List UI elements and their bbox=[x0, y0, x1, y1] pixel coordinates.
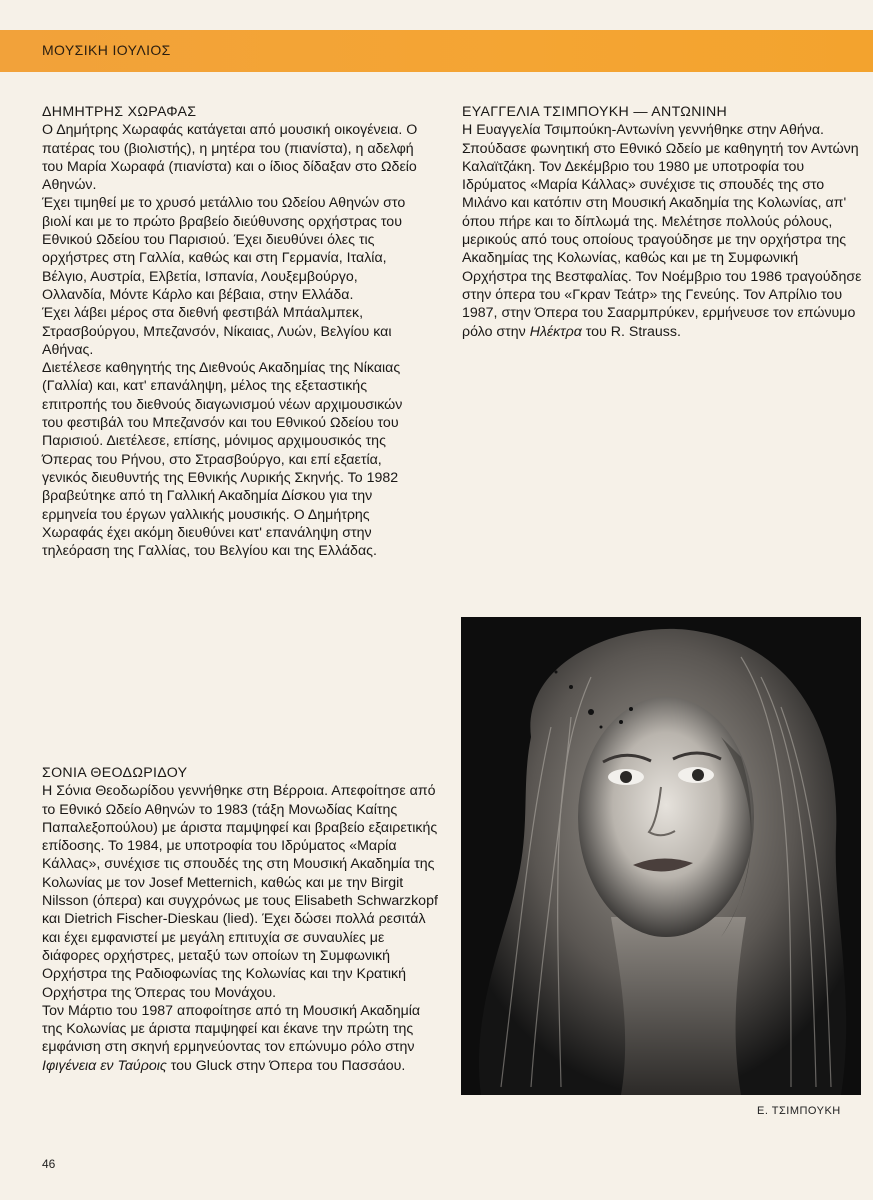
opera-title: Ηλέκτρα bbox=[529, 323, 582, 340]
opera-title: Ιφιγένεια εν Ταύροις bbox=[42, 1057, 167, 1074]
biography-evangelia-tsimpouki bbox=[462, 103, 862, 341]
biography-paragraph: Διετέλεσε καθηγητής της Διεθνούς Ακαδημίας της Νίκαιας (Γαλλία) και, κατ' επανάληψη, μέλος της εξεταστικής επιτροπής του διεθνούς διαγωνισμού νέων αρχιμουσικών του φεστιβάλ του Μπεζανσόν και του Εθνικού Ωδείου του Παρισιού. Διετέλεσε, επίσης, μόνιμος αρχιμουσικός της Όπερας του Ρήνου, στο Στρασβούργο, και επί εξαετία, γενικός διευθυντής της Εθνικής Λυρικής Σκηνής. Το 1982 βραβεύτηκε από τη Γαλλική Ακαδημία Δίσκου για την ερμηνεία του έργων γαλλικής μουσικής. Ο Δημήτρης Χωραφάς έχει ακόμη διευθύνει κατ' επανάληψη στην τηλεόραση της Γαλλίας, του Βελγίου και της Ελλάδας. bbox=[42, 360, 403, 560]
biography-name: ΕΥΑΓΓΕΛΙΑ ΤΣΙΜΠΟΥΚΗ — ΑΝΤΩΝΙΝΗ bbox=[462, 104, 728, 120]
biography-text: Η Ευαγγελία Τσιμπούκη-Αντωνίνη γεννήθηκε στην Αθήνα. Σπούδασε φωνητική στο Εθνικό Ωδείο με καθηγητή τον Αντώνη Καλαϊτζάκη. Τον Δεκέμβριο του 1980 με υποτροφία του Ιδρύματος «Μαρία Κάλλας» συνέχισε τις σπουδές της στο Μιλάνο και κατόπιν στη Μουσική Ακαδημία της Κολωνίας, απ' όπου πήρε και το δίπλωμά της. Μελέτησε πολλούς ρόλους, μερικούς από τους οποίους τραγούδησε με την ορχήστρα της Ακαδημίας της Κολωνίας, καθώς και με τη Συμφωνική Ορχήστρα της Βεστφαλίας. Τον Νοέμβριο του 1986 τραγούδησε στην όπερα του «Γκραν Τεάτρ» της Γενεύης. Τον Απρίλιο του 1987, στην Όπερα του Σααρμπρύκεν, ερμήνευσε τον επώνυμο ρόλο στην bbox=[462, 122, 862, 340]
section-title: ΜΟΥΣΙΚΗ ΙΟΥΛΙΟΣ bbox=[42, 42, 171, 58]
biography-paragraph: Η Σόνια Θεοδωρίδου γεννήθηκε στη Βέρροια. Απεφοίτησε από το Εθνικό Ωδείο Αθηνών το 1983 (τάξη Μονωδίας Καίτης Παπαλεξοπούλου) με άριστα παμψηφεί και βραβείο εξαιρετικής επίδοσης. Το 1984, με υποτροφία του Ιδρύματος «Μαρία Κάλλας», συνέχισε τις σπουδές της στη Μουσική Ακαδημία της Κολωνίας με τον Josef Metternich, καθώς και με την Birgit Nilsson (όπερα) και συγχρόνως με τους Elisabeth Schwarzkopf και Dietrich Fischer-Dieskau (lied). Έχει δώσει πολλά ρεσιτάλ και έχει εμφανιστεί με μεγάλη επιτυχία σε συναυλίες με διάφορες ορχήστρες, μεταξύ των οποίων τη Συμφωνική Ορχήστρα της Ραδιοφωνίας της Κολωνίας και την Κρατική Ορχήστρα της Όπερας του Μονάχου. bbox=[42, 783, 438, 1001]
biography-name: ΔΗΜΗΤΡΗΣ ΧΩΡΑΦΑΣ bbox=[42, 104, 197, 120]
biography-text: Τον Μάρτιο του 1987 αποφοίτησε από τη Μουσική Ακαδημία της Κολωνίας με άριστα παμψηφεί και έκανε την πρώτη της εμφάνιση στη σκηνή ερμηνεύοντας τον επώνυμο ρόλο στην bbox=[42, 1002, 421, 1056]
biography-paragraph: Έχει τιμηθεί με το χρυσό μετάλλιο του Ωδείου Αθηνών στο βιολί και με το πρώτο βραβείο διεύθυνσης ορχήστρας του Εθνικού Ωδείου του Παρισιού. Έχει διευθύνει όλες τις ορχήστρες στη Γαλλία, καθώς και στη Γερμανία, Ιταλία, Βέλγιο, Αυστρία, Ελβετία, Ισπανία, Λουξεμβούργο, Ολλανδία, Μόντε Κάρλο και βέβαια, στην Ελλάδα. bbox=[42, 195, 406, 303]
portrait-image bbox=[461, 617, 861, 1095]
biography-text: του Gluck στην Όπερα του Πασσάου. bbox=[166, 1057, 406, 1074]
biography-sonia-theodoridou bbox=[42, 764, 442, 1075]
biography-text: του R. Strauss. bbox=[581, 323, 681, 340]
biography-paragraph: Ο Δημήτρης Χωραφάς κατάγεται από μουσική οικογένεια. Ο πατέρας του (βιολιστής), η μητέρα του (πιανίστα), η αδελφή του Μαρία Χωραφά (πιανίστα) και ο ίδιος δίδαξαν στο Ωδείο Αθηνών. bbox=[42, 122, 418, 194]
photo-caption: Ε. ΤΣΙΜΠΟΥΚΗ bbox=[757, 1105, 841, 1117]
biography-paragraph bbox=[42, 1002, 442, 1075]
biography-paragraph: Έχει λάβει μέρος στα διεθνή φεστιβάλ Μπάαλμπεκ, Στρασβούργου, Μπεζανσόν, Νίκαιας, Λυών, Βελγίου και Αθήνας. bbox=[42, 305, 392, 358]
biography-name: ΣΟΝΙΑ ΘΕΟΔΩΡΙΔΟΥ bbox=[42, 765, 188, 781]
page-number: 46 bbox=[42, 1157, 56, 1171]
biography-paragraph bbox=[462, 121, 862, 341]
portrait-photo bbox=[461, 617, 861, 1095]
biography-dimitris-chorafas bbox=[42, 103, 422, 560]
